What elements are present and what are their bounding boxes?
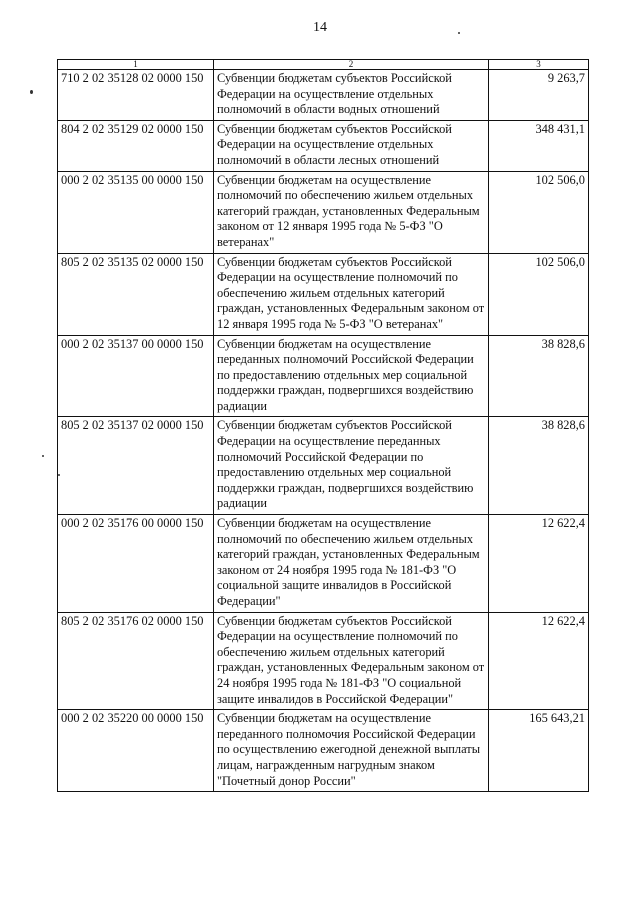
row-amount: 38 828,6 bbox=[489, 417, 589, 515]
row-amount: 12 622,4 bbox=[489, 612, 589, 710]
row-description: Субвенции бюджетам субъектов Российской Федерации на осуществление переданных полномочий Российской Федерации по предоставлению отдельных мер социальной поддержки граждан, подвергшихся воздействию радиации bbox=[214, 417, 489, 515]
table-row bbox=[58, 70, 589, 121]
table-row bbox=[58, 612, 589, 710]
row-description: Субвенции бюджетам на осуществление полномочий по обеспечению жильем отдельных категорий граждан, установленных Федеральным законом от 12 января 1995 года № 5-ФЗ "О ветеранах" bbox=[214, 171, 489, 253]
table-row bbox=[58, 171, 589, 253]
row-description: Субвенции бюджетам субъектов Российской Федерации на осуществление отдельных полномочий в области водных отношений bbox=[214, 70, 489, 121]
row-amount: 102 506,0 bbox=[489, 253, 589, 335]
scan-speck bbox=[42, 455, 44, 457]
budget-code: 805 2 02 35135 02 0000 150 bbox=[58, 253, 214, 335]
budget-code: 000 2 02 35176 00 0000 150 bbox=[58, 515, 214, 613]
row-amount: 348 431,1 bbox=[489, 120, 589, 171]
page-number: 14 bbox=[313, 20, 327, 35]
scan-speck bbox=[30, 90, 33, 94]
row-amount: 12 622,4 bbox=[489, 515, 589, 613]
budget-code: 000 2 02 35137 00 0000 150 bbox=[58, 335, 214, 417]
row-amount: 38 828,6 bbox=[489, 335, 589, 417]
column-header: 2 bbox=[214, 60, 489, 70]
row-description: Субвенции бюджетам субъектов Российской Федерации на осуществление отдельных полномочий в области лесных отношений bbox=[214, 120, 489, 171]
table-row bbox=[58, 253, 589, 335]
budget-table bbox=[57, 59, 589, 792]
row-description: Субвенции бюджетам на осуществление полномочий по обеспечению жильем отдельных категорий граждан, установленных Федеральным законом от 24 ноября 1995 года № 181-ФЗ "О социальной защите инвалидов в Российской Федерации" bbox=[214, 515, 489, 613]
row-amount: 165 643,21 bbox=[489, 710, 589, 792]
budget-code: 710 2 02 35128 02 0000 150 bbox=[58, 70, 214, 121]
row-description: Субвенции бюджетам субъектов Российской Федерации на осуществление полномочий по обеспечению жильем отдельных категорий граждан, установленных Федеральным законом от 24 ноября 1995 года № 181-ФЗ "О социальной защите инвалидов в Российской Федерации" bbox=[214, 612, 489, 710]
row-amount: 102 506,0 bbox=[489, 171, 589, 253]
table-row bbox=[58, 710, 589, 792]
table-row bbox=[58, 515, 589, 613]
budget-code: 805 2 02 35137 02 0000 150 bbox=[58, 417, 214, 515]
row-description: Субвенции бюджетам на осуществление переданных полномочий Российской Федерации по предоставлению отдельных мер социальной поддержки граждан, подвергшихся воздействию радиации bbox=[214, 335, 489, 417]
table-row bbox=[58, 335, 589, 417]
budget-code: 805 2 02 35176 02 0000 150 bbox=[58, 612, 214, 710]
budget-code: 000 2 02 35135 00 0000 150 bbox=[58, 171, 214, 253]
scan-speck bbox=[458, 32, 460, 34]
table-row bbox=[58, 120, 589, 171]
table-row bbox=[58, 417, 589, 515]
table-header-row bbox=[58, 60, 589, 70]
row-description: Субвенции бюджетам субъектов Российской Федерации на осуществление полномочий по обеспечению жильем отдельных категорий граждан, установленных Федеральным законом от 12 января 1995 года № 5-ФЗ "О ветеранах" bbox=[214, 253, 489, 335]
column-header: 3 bbox=[489, 60, 589, 70]
row-description: Субвенции бюджетам на осуществление переданного полномочия Российской Федерации по осуществлению ежегодной денежной выплаты лицам, награжденным нагрудным знаком "Почетный донор России" bbox=[214, 710, 489, 792]
row-amount: 9 263,7 bbox=[489, 70, 589, 121]
budget-code: 000 2 02 35220 00 0000 150 bbox=[58, 710, 214, 792]
budget-code: 804 2 02 35129 02 0000 150 bbox=[58, 120, 214, 171]
column-header: 1 bbox=[58, 60, 214, 70]
